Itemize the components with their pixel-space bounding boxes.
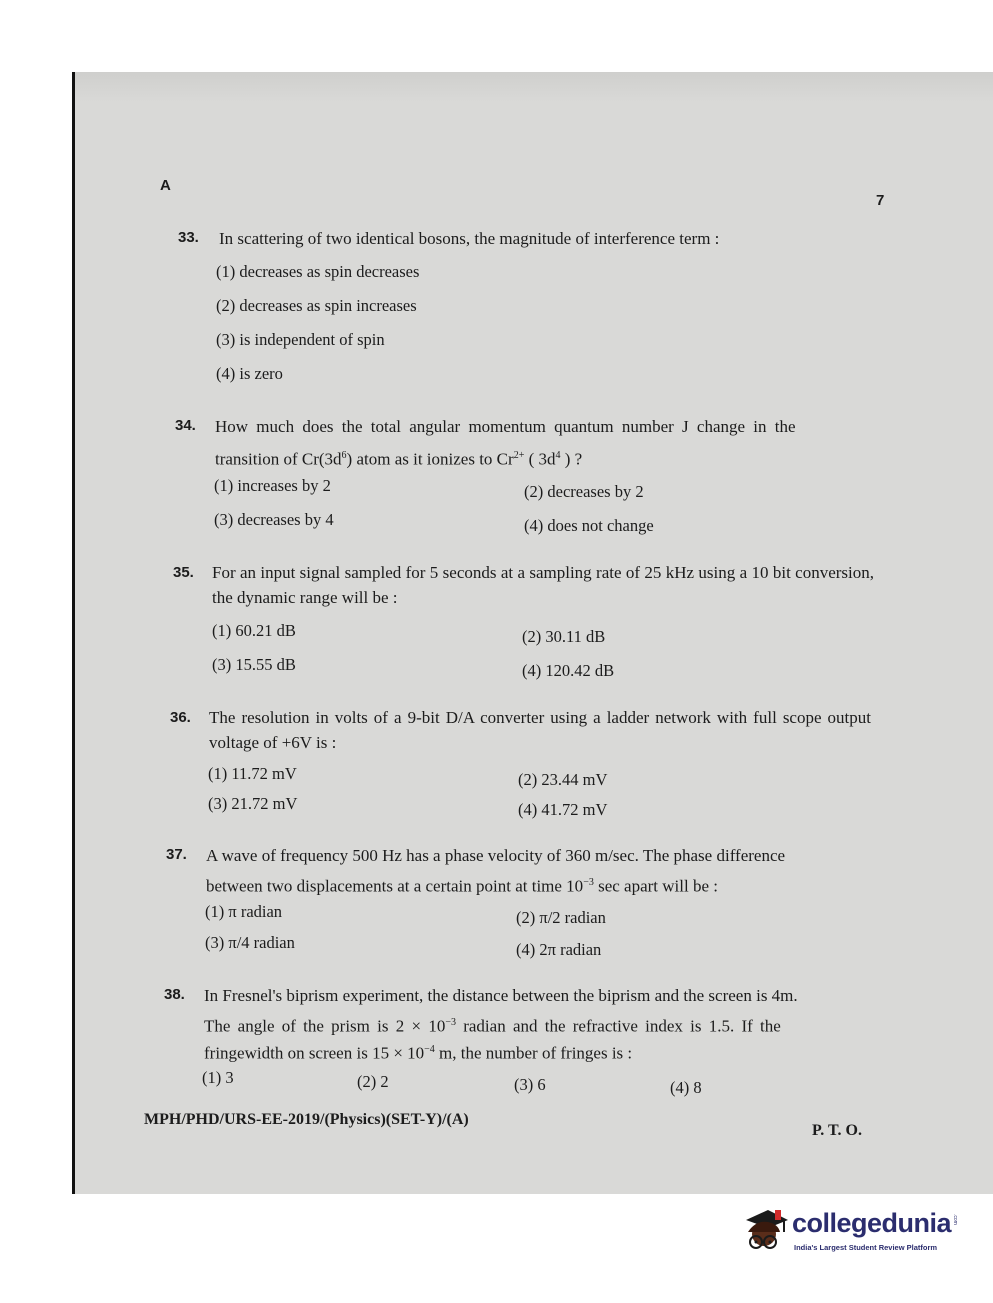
option-2: (2) 2 [357,1072,389,1091]
student-mascot-icon [738,1202,790,1260]
option-3: (3) 6 [514,1075,546,1094]
option-1: (1) 3 [202,1068,234,1087]
question-number: 34. [175,417,196,434]
question-number: 38. [164,986,185,1003]
option-4: (4) 120.42 dB [522,661,615,680]
option-2: (2) π/2 radian [516,908,606,927]
option-4: (4) 41.72 mV [518,800,608,819]
question-stem-line2: The angle of the prism is $2 \times 10^{-3}$ radian and the refractive index is 1.5. If the [204,1016,781,1036]
option-2: (2) decreases as spin increases [216,296,417,315]
question-number: 37. [166,846,187,863]
option-3: (3) 21.72 mV [208,794,298,813]
option-4: (4) is zero [216,364,283,383]
option-1: (1) 60.21 dB [212,621,296,640]
option-3: (3) π/4 radian [205,933,295,952]
option-2: (2) 30.11 dB [522,627,606,646]
question-stem-line2: between two displacements at a certain point at time $10^{-3}$ sec apart will be : [206,876,718,896]
option-4: (4) 8 [670,1078,702,1097]
question-stem: In scattering of two identical bosons, the magnitude of interference term : [219,229,720,248]
option-3: (3) is independent of spin [216,330,385,349]
option-1: (1) π radian [205,902,283,921]
question-stem-line3: fringewidth on screen is $15 \times 10^{-4}$ m, the number of fringes is : [204,1043,633,1063]
logo-suffix: .com [952,1214,958,1225]
option-1: (1) decreases as spin decreases [216,262,420,281]
question-number: 36. [170,709,191,726]
question-stem-line2: transition of $Cr(3d^6)$ atom as it ionizes to $Cr^{2+}$ ( $3d^4$ ) ? [215,449,583,469]
logo-tagline: India's Largest Student Review Platform [794,1243,938,1252]
option-2: (2) 23.44 mV [518,770,608,789]
logo-wordmark: collegedunia [792,1208,952,1238]
option-1: (1) 11.72 mV [208,764,297,783]
question-stem-line1: In Fresnel's biprism experiment, the distance between the biprism and the screen is 4m. [204,986,798,1005]
question-stem: For an input signal sampled for 5 seconds at a sampling rate of 25 kHz using a 10 bit conversion, the dynamic range will be : [212,563,874,607]
question-stem-line1: How much does the total angular momentum quantum number J change in the [215,417,796,436]
please-turn-over: P. T. O. [812,1122,862,1139]
question-number: 35. [173,564,194,581]
question-stem: The resolution in volts of a 9-bit D/A converter using a ladder network with full scope output voltage of +6V is : [209,708,871,752]
option-1: (1) increases by 2 [214,476,331,495]
option-3: (3) 15.55 dB [212,655,296,674]
option-4: (4) does not change [524,516,654,535]
question-stem-line1: A wave of frequency 500 Hz has a phase velocity of 360 m/sec. The phase difference [206,846,786,865]
option-4: (4) 2π radian [516,940,602,959]
question-number: 33. [178,229,199,246]
option-2: (2) decreases by 2 [524,482,644,501]
option-3: (3) decreases by 4 [214,510,334,529]
paper-code: MPH/PHD/URS-EE-2019/(Physics)(SET-Y)/(A) [144,1111,469,1128]
page-number: 7 [876,192,885,209]
set-letter: A [160,177,171,194]
collegedunia-logo [738,1202,968,1262]
